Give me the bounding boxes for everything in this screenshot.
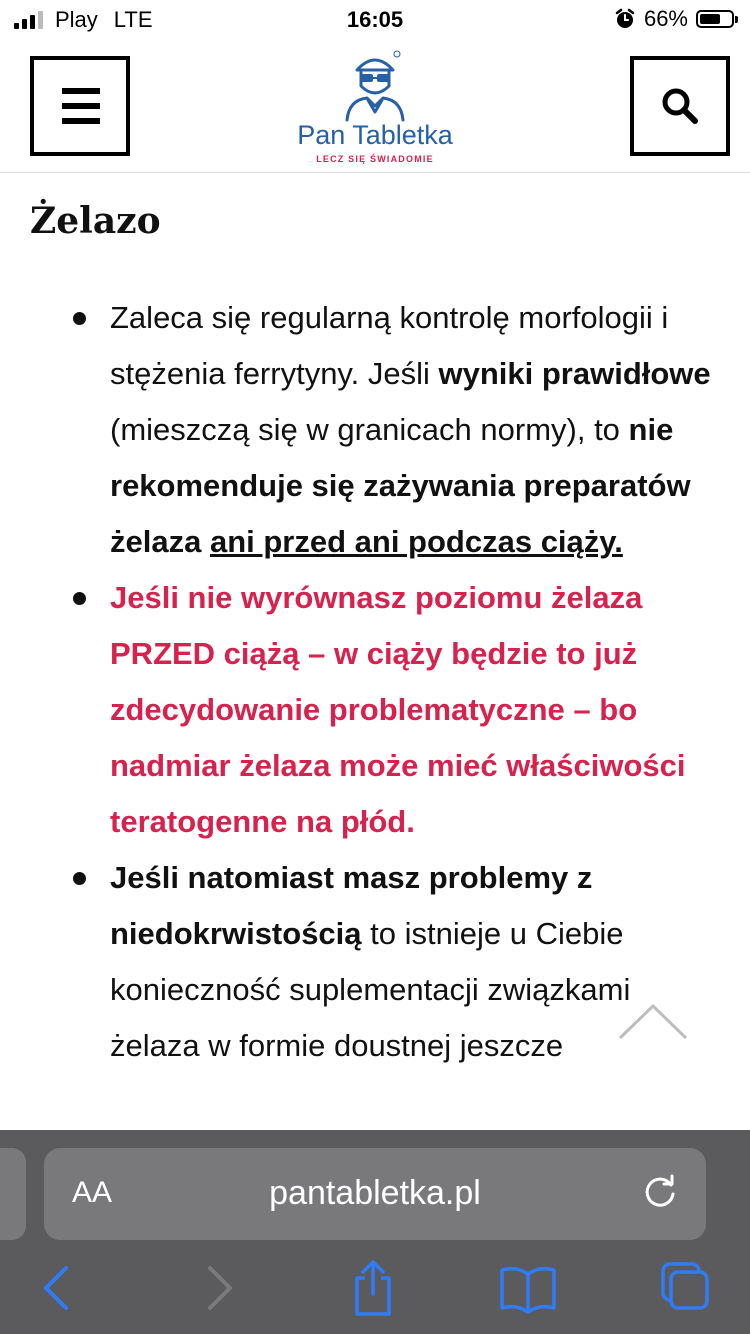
- battery-icon: [696, 10, 734, 28]
- list-item: [0, 570, 720, 850]
- status-bar: [0, 0, 750, 40]
- list-item-underlined-text: ani przed ani podczas ciąży.: [209, 524, 623, 559]
- logo-wordmark: Pan Tabletka: [297, 120, 453, 150]
- share-icon[interactable]: [343, 1258, 403, 1318]
- bullet-list: [0, 290, 720, 1074]
- site-logo[interactable]: [290, 48, 460, 168]
- search-icon: [660, 86, 700, 126]
- alarm-clock-icon: [614, 8, 636, 30]
- browser-nav-row: [0, 1258, 750, 1318]
- forward-chevron-icon[interactable]: [188, 1258, 248, 1318]
- bullet-dot: [73, 312, 86, 325]
- site-header: [0, 40, 750, 173]
- search-button[interactable]: [630, 56, 730, 156]
- section-heading: Żelazo: [30, 200, 161, 242]
- reload-icon[interactable]: [640, 1172, 680, 1212]
- back-chevron-icon[interactable]: [28, 1258, 88, 1318]
- url-text[interactable]: pantabletka.pl: [269, 1174, 481, 1212]
- list-item-text: Zaleca się regularną kontrolę morfologii i stężenia ferrytyny. Jeśli: [110, 300, 669, 391]
- address-bar[interactable]: [44, 1148, 706, 1240]
- logo-tagline: LECZ SIĘ ŚWIADOMIE: [316, 154, 434, 164]
- previous-tab-edge[interactable]: [0, 1148, 26, 1240]
- status-time: 16:05: [346, 7, 404, 32]
- bullet-dot: [73, 872, 86, 885]
- network-type: LTE: [113, 7, 153, 32]
- list-item-bold-text: nie rekomenduje się zażywania preparatów żelaza: [110, 412, 691, 559]
- bookmarks-book-icon[interactable]: [498, 1258, 558, 1318]
- battery-percent: 66%: [643, 6, 688, 31]
- menu-button[interactable]: [30, 56, 130, 156]
- bullet-dot: [73, 592, 86, 605]
- article-content: [0, 172, 750, 1130]
- list-item-warning-text: Jeśli nie wyrównasz poziomu żelaza PRZED ciążą – w ciąży będzie to już zdecydowanie problematyczne – bo nadmiar żelaza może mieć właściwości teratogenne na płód.: [110, 580, 686, 839]
- browser-toolbar: [0, 1130, 750, 1334]
- list-item-text: (mieszczą się w granicach normy), to: [110, 412, 629, 447]
- list-item: [0, 850, 720, 1074]
- status-right: [614, 6, 734, 32]
- list-item-text: to istnieje u Ciebie konieczność suplementacji związkami żelaza w formie doustnej jeszcze: [110, 916, 631, 1063]
- scroll-to-top-chevron-icon[interactable]: [618, 1004, 688, 1040]
- pharmacist-logo-icon: [335, 48, 415, 122]
- tabs-icon[interactable]: [655, 1258, 715, 1318]
- aa-label: AA: [72, 1176, 113, 1209]
- list-item: [0, 290, 720, 570]
- list-item-bold-text: Jeśli natomiast masz problemy z niedokrwistością: [110, 860, 593, 951]
- list-item-bold-text: wyniki prawidłowe: [438, 356, 711, 391]
- carrier-name: Play: [55, 7, 98, 32]
